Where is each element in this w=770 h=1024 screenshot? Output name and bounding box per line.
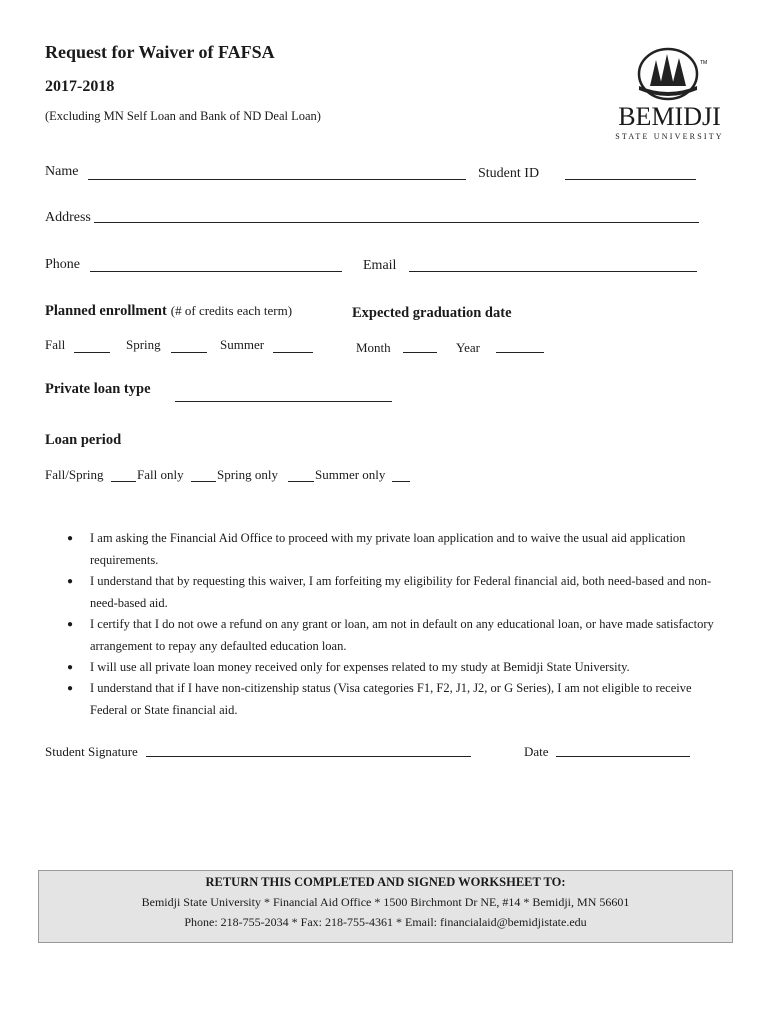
statement-text: I certify that I do not owe a refund on any grant or loan, am not in default on any educational loan, or have made satisfactory arrangement to repay any defaulted education loan. (90, 617, 714, 653)
student-id-label: Student ID (478, 166, 540, 181)
bullet-icon: ● (67, 533, 74, 544)
summer-credits-field[interactable] (273, 352, 313, 353)
email-field[interactable] (409, 271, 697, 272)
fall-spring-field[interactable] (111, 481, 136, 482)
statement-item (67, 614, 717, 657)
name-label: Name (45, 164, 79, 179)
fall-credits-field[interactable] (74, 352, 110, 353)
spring-credits-label: Spring (126, 337, 161, 352)
spring-credits-field[interactable] (171, 352, 207, 353)
address-label: Address (45, 210, 91, 225)
fall-spring-label: Fall/Spring (45, 467, 104, 482)
statement-text: I understand that by requesting this waiver, I am forfeiting my eligibility for Federal financial aid, both need-based and non-need-based aid. (90, 574, 712, 610)
spring-only-label: Spring only (217, 467, 279, 482)
statement-text: I understand that if I have non-citizenship status (Visa categories F1, F2, J1, J2, or G Series), I am not eligible to receive Federal or State financial aid. (90, 681, 692, 717)
date-label: Date (524, 744, 549, 759)
graduation-month-field[interactable] (403, 352, 437, 353)
planned-enrollment-note: (# of credits each term) (170, 303, 293, 318)
student-signature-field[interactable] (146, 756, 471, 757)
planned-enrollment-label: Planned enrollment (45, 303, 167, 319)
summer-only-field[interactable] (392, 481, 410, 482)
bullet-icon: ● (67, 576, 74, 587)
return-contact-line: Phone: 218-755-2034 * Fax: 218-755-4361 * Email: financialaid@bemidjistate.edu (184, 915, 587, 929)
summer-credits-label: Summer (220, 337, 265, 352)
graduation-year-field[interactable] (496, 352, 544, 353)
statement-text: I will use all private loan money received only for expenses related to my study at Bemidji State University. (90, 660, 630, 674)
email-label: Email (363, 258, 397, 273)
date-field[interactable] (556, 756, 690, 757)
statement-item (67, 571, 717, 614)
student-signature-label: Student Signature (45, 744, 138, 759)
pine-trees-icon (612, 46, 727, 104)
trademark-mark: TM (700, 60, 708, 66)
graduation-heading: Expected graduation date (352, 305, 512, 321)
fall-credits-label: Fall (45, 337, 66, 352)
phone-label: Phone (45, 257, 80, 272)
private-loan-type-field[interactable] (175, 401, 392, 402)
graduation-year-label: Year (456, 340, 480, 355)
fall-only-field[interactable] (191, 481, 216, 482)
address-field[interactable] (94, 222, 699, 223)
bemidji-logo (612, 46, 727, 146)
loan-period-heading: Loan period (45, 432, 122, 448)
statement-item (67, 528, 717, 571)
return-heading: RETURN THIS COMPLETED AND SIGNED WORKSHEET TO: (205, 875, 566, 889)
form-title: Request for Waiver of FAFSA (45, 42, 275, 62)
return-address-line: Bemidji State University * Financial Aid Office * 1500 Birchmont Dr NE, #14 * Bemidji, MN 56601 (141, 895, 630, 909)
graduation-month-label: Month (356, 340, 391, 355)
phone-field[interactable] (90, 271, 342, 272)
aid-year: 2017-2018 (45, 78, 115, 95)
statement-item (67, 678, 717, 721)
planned-enrollment-heading (45, 302, 292, 320)
logo-tagline: STATE UNIVERSITY (615, 132, 724, 141)
name-field[interactable] (88, 179, 466, 180)
private-loan-type-label: Private loan type (45, 381, 151, 397)
bullet-icon: ● (67, 683, 74, 694)
summer-only-label: Summer only (315, 467, 386, 482)
bullet-icon: ● (67, 619, 74, 630)
logo-wordmark: BEMIDJI (618, 102, 721, 131)
statement-item (67, 657, 717, 679)
fall-only-label: Fall only (137, 467, 184, 482)
spring-only-field[interactable] (288, 481, 314, 482)
form-subtitle: (Excluding MN Self Loan and Bank of ND Deal Loan) (45, 109, 321, 123)
student-id-field[interactable] (565, 179, 696, 180)
return-address-box (38, 870, 733, 943)
statement-text: I am asking the Financial Aid Office to proceed with my private loan application and to waive the usual aid application requirements. (90, 531, 686, 567)
bullet-icon: ● (67, 662, 74, 673)
